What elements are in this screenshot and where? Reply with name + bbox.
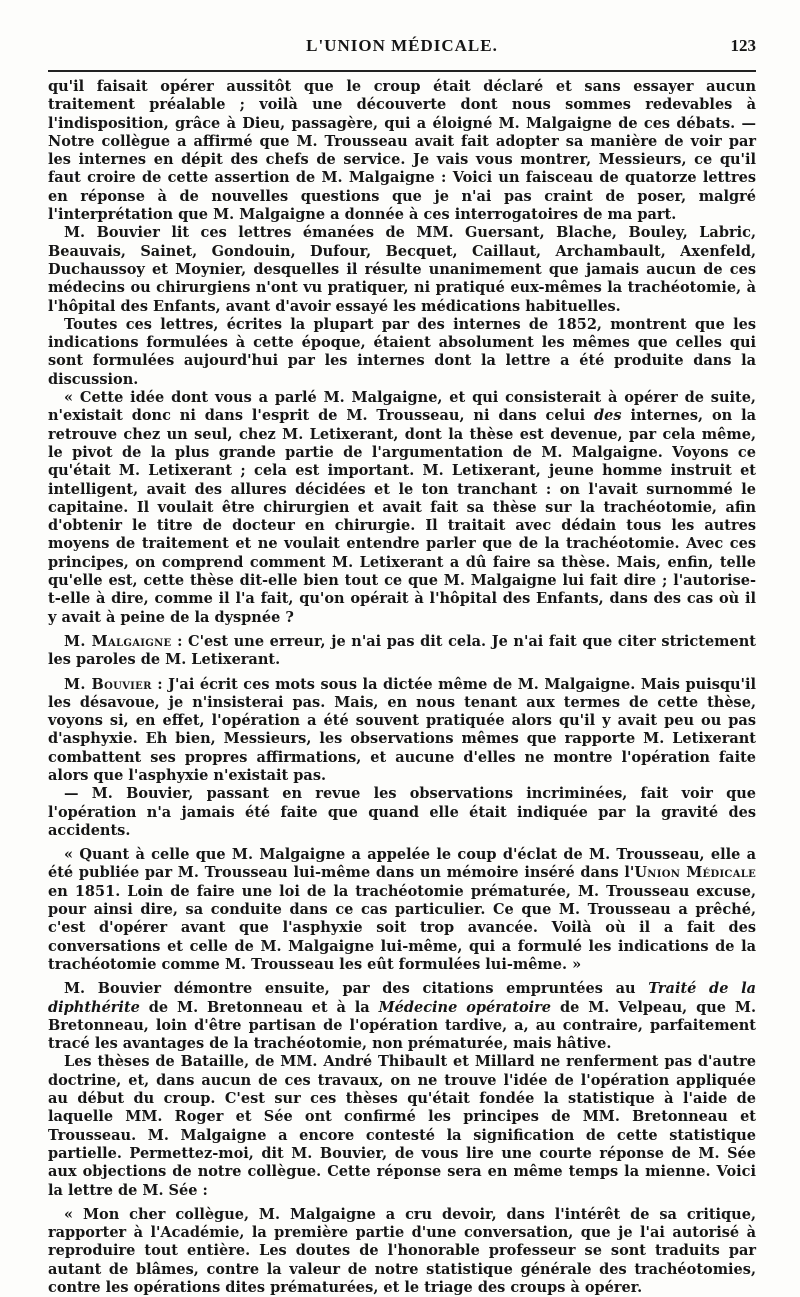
paragraph-5 (48, 633, 756, 670)
paragraph-8 (48, 846, 756, 974)
journal-name: Union Médicale (634, 864, 757, 882)
paragraph-9-part-b: de M. Bretonneau et à la (139, 998, 379, 1016)
speaker-name: M. Malgaigne (64, 632, 172, 650)
speaker-name: M. Bouvier (64, 675, 152, 693)
body-text (48, 78, 756, 1297)
paragraph-9 (48, 980, 756, 1053)
paragraph-2: M. Bouvier lit ces lettres émanées de MM. Guersant, Blache, Bouley, Labric, Beauvais, Sainet, Gondouin, Dufour, Becquet, Caillaut, Archambault, Axenfeld, Duchaussoy et Moynier, desquelles il résulte unanimement que jamais aucun de ces médecins ou chirurgiens n'ont vu pratiquer, ni pratiqué eux-mêmes la trachéotomie, à l'hôpital des Enfants, avant d'avoir essayé les médications habituelles. (48, 224, 756, 315)
paragraph-5-text: : C'est une erreur, je n'ai pas dit cela. Je n'ai fait que citer strictement les paroles de M. Letixerant. (48, 632, 756, 669)
paragraph-3: Toutes ces lettres, écrites la plupart par des internes de 1852, montrent que les indications formulées à cette époque, étaient absolument les mêmes que celles qui sont formulées aujourd'hui par les internes dont la lettre a été produite dans la discussion. (48, 315, 756, 388)
paragraph-4-emphasis: des (594, 407, 622, 425)
paragraph-9-part-a: M. Bouvier démontre ensuite, par des citations empruntées au (64, 980, 649, 998)
paragraph-4 (48, 389, 756, 627)
book-title: Médecine opératoire (378, 998, 552, 1016)
paragraph-6-text: : J'ai écrit ces mots sous la dictée même de M. Malgaigne. Mais puisqu'il les désavoue, je n'insisterai pas. Mais, en nous tenant aux termes de cette thèse, voyons si, en effet, l'opération a été souvent pratiquée alors qu'il y avait peu ou pas d'asphyxie. Eh bien, Messieurs, les observations mêmes que rapporte M. Letixerant combattent ses propres affirmations, et aucune d'elles ne montre l'opération faite alors que l'asphyxie n'existait pas. (48, 675, 757, 784)
paragraph-10: Les thèses de Bataille, de MM. André Thibault et Millard ne renferment pas d'autre doctrine, et, dans aucun de ces travaux, on ne trouve l'idée de l'opération appliquée au début du croup. C'est sur ces thèses qu'était fondée la statistique à l'aide de laquelle MM. Roger et Sée ont confirmé les principes de MM. Bretonneau et Trousseau. M. Malgaigne a encore contesté la signification de cette statistique partielle. Permettez-moi, dit M. Bouvier, de vous lire une courte réponse de M. Sée aux objections de notre collègue. Cette réponse sera en même temps la mienne. Voici la lettre de M. Sée : (48, 1053, 756, 1199)
paragraph-4-part-a: « Cette idée dont vous a parlé M. Malgaigne, et qui consisterait à opérer de suite, n'existait donc ni dans l'esprit de M. Trousseau, ni dans celui (48, 389, 756, 425)
paragraph-8-part-a: « Quant à celle que M. Malgaigne a appelée le coup d'éclat de M. Trousseau, elle a été publiée par M. Trousseau lui-même dans un mémoire inséré dans l' (48, 846, 756, 882)
running-title: L'UNION MÉDICALE. (306, 36, 498, 55)
header-rule (48, 70, 756, 72)
page-number: 123 (730, 36, 756, 55)
paragraph-4-part-b: internes, on la retrouve chez un seul, chez M. Letixerant, dont la thèse est devenue, par cela même, le pivot de la plus grande partie de l'argumentation de M. Malgaigne. Voyons ce qu'était M. Letixerant ; cela est important. M. Letixerant, jeune homme instruit et intelligent, avait des allures décidées et le ton tranchant : on l'avait surnommé le capitaine. Il voulait être chirurgien et avait fait sa thèse sur la trachéotomie, afin d'obtenir le titre de docteur en chirurgie. Il traitait avec dédain tous les autres moyens de traitement et ne voulait entendre parler que de la trachéotomie. Avec ces principes, on comprend comment M. Letixerant a dû faire sa thèse. Mais, enfin, telle qu'elle est, cette thèse dit-elle bien tout ce que M. Malgaigne lui fait dire ; l'autorise-t-elle à dire, comme il l'a fait, qu'on opérait à l'hôpital des Enfants, dans des cas où il y avait à peine de la dyspnée ? (48, 407, 756, 626)
paragraph-1: qu'il faisait opérer aussitôt que le croup était déclaré et sans essayer aucun traitement préalable ; voilà une découverte dont nous sommes redevables à l'indisposition, grâce à Dieu, passagère, qui a éloigné M. Malgaigne de ces débats. — Notre collègue a affirmé que M. Trousseau avait fait adopter sa manière de voir par les internes en dépit des chefs de service. Je vais vous montrer, Messieurs, ce qu'il faut croire de cette assertion de M. Malgaigne : Voici un faisceau de quatorze lettres en réponse à de nouvelles questions que je n'ai pas craint de poser, malgré l'interprétation que M. Malgaigne a donnée à ces interrogatoires de ma part. (48, 78, 756, 224)
paragraph-6 (48, 676, 756, 786)
paragraph-11: « Mon cher collègue, M. Malgaigne a cru devoir, dans l'intérêt de sa critique, rapporter à l'Académie, la première partie d'une conversation, que je l'ai autorisé à reproduire tout entière. Les doutes de l'honorable professeur se sont traduits par autant de blâmes, contre la valeur de notre statistique générale des trachéotomies, contre les opérations dites prématurées, et le triage des croups à opérer. (48, 1205, 756, 1296)
page-header (48, 30, 756, 66)
paragraph-8-part-b: en 1851. Loin de faire une loi de la trachéotomie prématurée, M. Trousseau excuse, pour ainsi dire, sa conduite dans ce cas particulier. Ce que M. Trousseau a prêché, c'est d'opérer avant que l'asphyxie soit trop avancée. Voilà où il a fait des conversations et celle de M. Malgaigne lui-même, qui a formulé les indications de la trachéotomie comme M. Trousseau les eût formulées lui-même. » (48, 882, 756, 973)
book-title: Traité de la diphthérite (48, 980, 756, 1016)
paragraph-7: — M. Bouvier, passant en revue les observations incriminées, fait voir que l'opération n'a jamais été faite que quand elle était indiquée par la gravité des accidents. (48, 785, 756, 839)
paragraph-9-part-c: de M. Velpeau, que M. Bretonneau, loin d'être partisan de l'opération tardive, a, au contraire, parfaitement tracé les avantages de la trachéotomie, non prématurée, mais hâtive. (48, 998, 757, 1053)
